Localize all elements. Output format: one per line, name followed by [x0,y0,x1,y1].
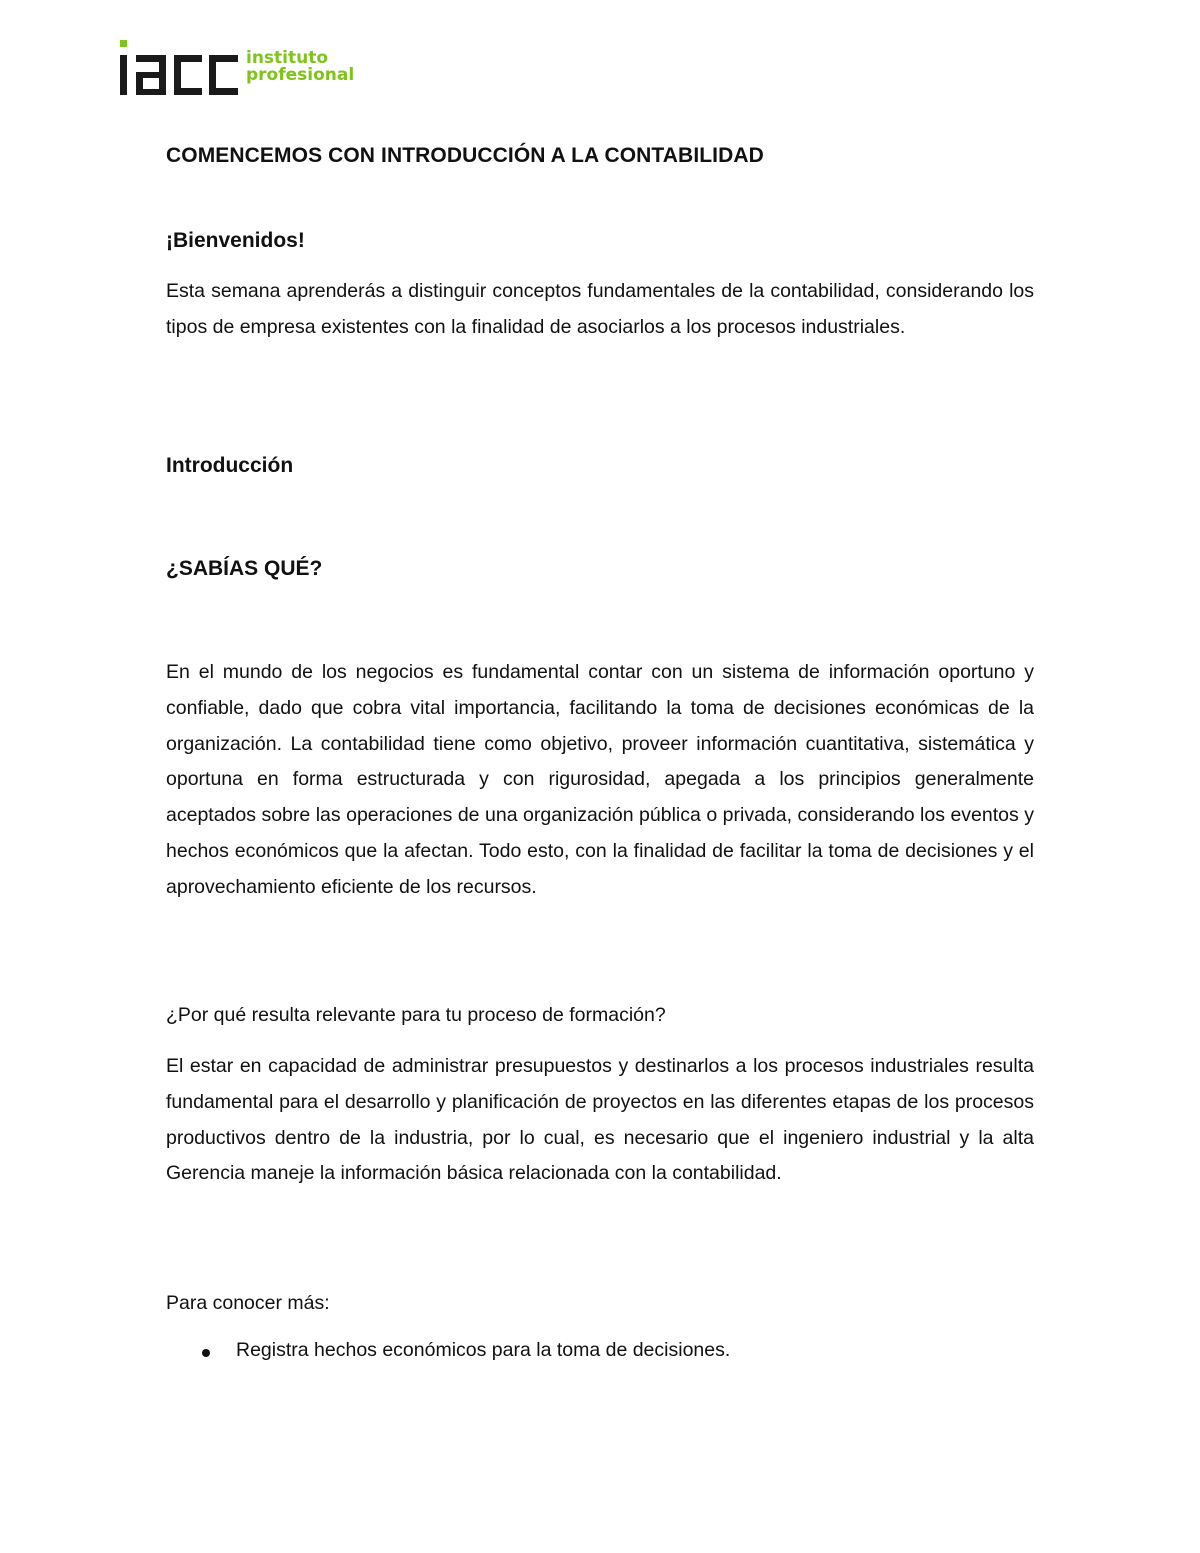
learn-more-list [202,1339,730,1362]
logo-line-profesional: profesional [246,65,355,85]
learn-more-label: Para conocer más: [166,1292,330,1314]
relevance-question: ¿Por qué resulta relevante para tu proceso de formación? [166,1004,666,1026]
logo-line-instituto: instituto [246,48,329,68]
logo-tagline [246,50,354,84]
iacc-logo [118,38,368,100]
document-title: COMENCEMOS CON INTRODUCCIÓN A LA CONTABILIDAD [166,144,764,167]
iacc-wordmark-icon [118,38,243,100]
relevance-paragraph: El estar en capacidad de administrar presupuestos y destinarlos a los procesos industriales resulta fundamental para el desarrollo y planificación de proyectos en las diferentes etapas de los procesos productivos dentro de la industria, por lo cual, es necesario que el ingeniero industrial y la alta Gerencia maneje la información básica relacionada con la contabilidad. [166,1055,1034,1185]
bullet-icon [202,1349,210,1357]
list-item [202,1339,730,1362]
did-you-know-heading: ¿SABÍAS QUÉ? [166,557,323,580]
welcome-heading: ¡Bienvenidos! [166,229,305,252]
list-item-text: Registra hechos económicos para la toma de decisiones. [236,1339,731,1361]
introduction-heading: Introducción [166,454,294,477]
welcome-paragraph: Esta semana aprenderás a distinguir conceptos fundamentales de la contabilidad, considerando los tipos de empresa existentes con la finalidad de asociarlos a los procesos industriales. [166,280,1034,338]
did-you-know-paragraph: En el mundo de los negocios es fundamental contar con un sistema de información oportuno y confiable, dado que cobra vital importancia, facilitando la toma de decisiones económicas de la organización. La contabilidad tiene como objetivo, proveer información cuantitativa, sistemática y oportuna en forma estructurada y con rigurosidad, apegada a los principios generalmente aceptados sobre las operaciones de una organización pública o privada, considerando los eventos y hechos económicos que la afectan. Todo esto, con la finalidad de facilitar la toma de decisiones y el aprovechamiento eficiente de los recursos. [166,661,1034,898]
